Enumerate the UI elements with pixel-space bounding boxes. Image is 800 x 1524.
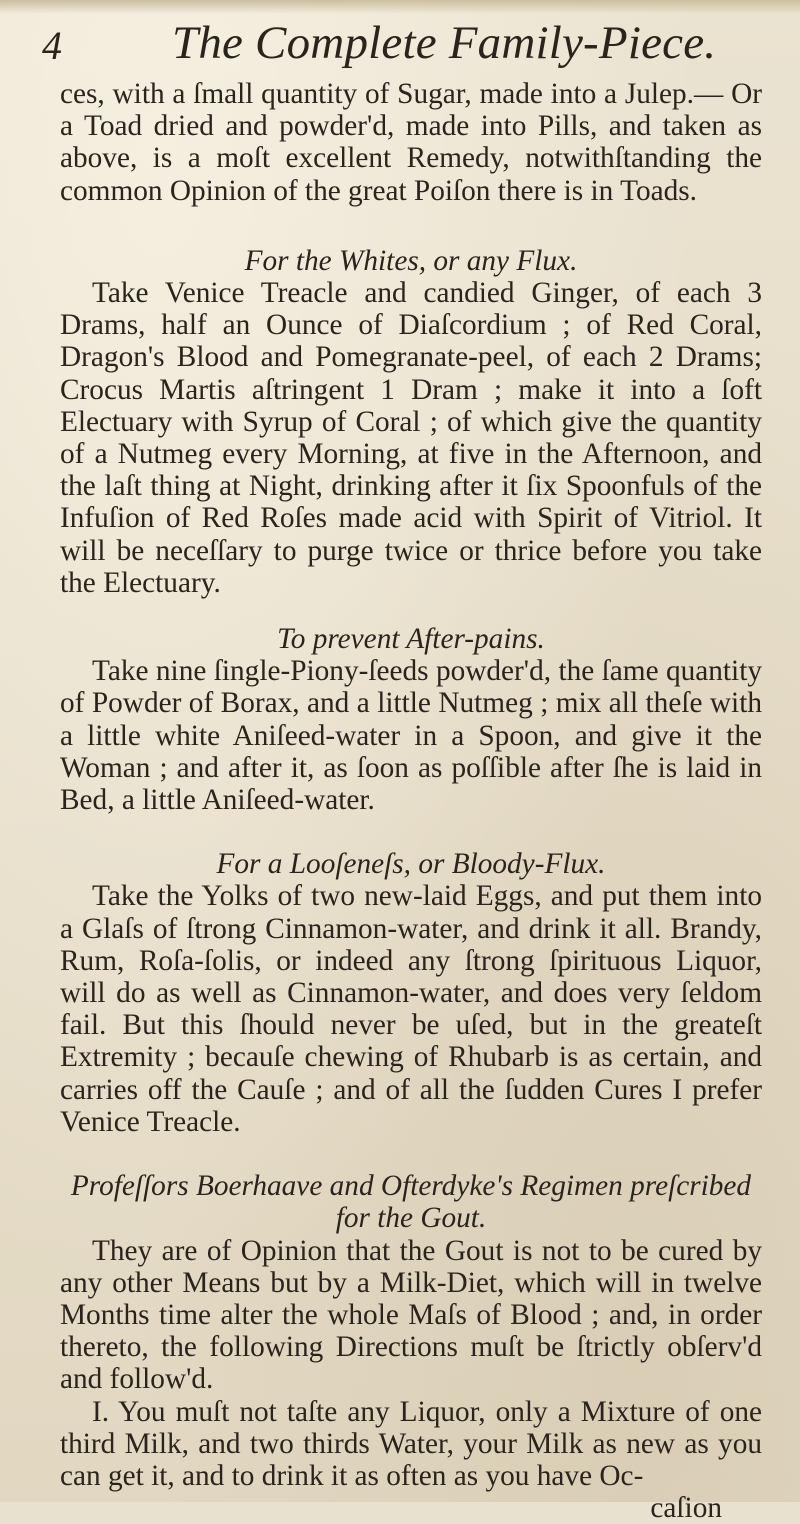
running-title: The Complete Family-Piece. [172,17,717,69]
page-body [60,78,762,1524]
heading-afterpains: To prevent After-pains. [277,623,545,656]
heading-gout-line-2: for the Gout. [335,1202,487,1235]
paragraph-gout-rule-1: I. You muſt not taſte any Liquor, only a Mixture of one third Milk, and two thirds Water, your Milk as new as you can get it, and to drink it as often as you have Oc- [60,1395,762,1492]
page-edge [0,0,800,14]
page-header [42,16,742,76]
paragraph-whites: Take Venice Treacle and candied Ginger, of each 3 Drams, half an Ounce of Diaſcordium ; of Red Coral, Dragon's Blood and Pomegranate-peel, of each 2 Drams; Crocus Martis aſtringent 1 Dram ; make it into a ſoft Electuary with Syrup of Coral ; of which give the quantity of a Nutmeg every Morning, at five in the Afternoon, and the laſt thing at Night, drinking after it ſix Spoonfuls of the Infuſion of Red Roſes made acid with Spirit of Vitriol. It will be neceſſary to purge twice or thrice before you take the Electuary. [60,277,762,599]
heading-gout-line-1: Profeſſors Boerhaave and Ofterdyke's Regimen preſcribed [70,1170,752,1203]
paragraph-continued: ces, with a ſmall quantity of Sugar, made into a Julep.— Or a Toad dried and powder'd, made into Pills, and taken as above, is a moſt excellent Remedy, notwithſtanding the common Opinion of the great Poiſon there is in Toads. [60,78,762,207]
paragraph-afterpains: Take nine ſingle-Piony-ſeeds powder'd, the ſame quantity of Powder of Borax, and a little Nutmeg ; mix all theſe with a little white Aniſeed-water in a Spoon, and give it the Woman ; and after it, as ſoon as poſſible after ſhe is laid in Bed, a little Aniſeed-water. [60,655,762,817]
heading-whites: For the Whites, or any Flux. [244,244,578,277]
paragraph-flux: Take the Yolks of two new-laid Eggs, and put them into a Glaſs of ſtrong Cinnamon-water, and drink it all. Brandy, Rum, Roſa-ſolis, or indeed any ſtrong ſpirituous Liquor, will do as well as Cinnamon-water, and does very ſeldom fail. But this ſhould never be uſed, but in the greateſt Extremity ; becauſe chewing of Rhubarb is as certain, and carries off the Cauſe ; and of all the ſudden Cures I prefer Venice Treacle. [60,880,762,1138]
paragraph-gout: They are of Opinion that the Gout is not to be cured by any other Means but by a Milk-Diet, which will in twelve Months time alter the whole Maſs of Blood ; and, in order thereto, the following Directions muſt be ſtrictly obſerv'd and follow'd. [60,1234,762,1396]
page-number: 4 [42,23,62,68]
catchword: caſion [650,1492,722,1524]
heading-flux: For a Looſeneſs, or Bloody-Flux. [216,848,606,881]
